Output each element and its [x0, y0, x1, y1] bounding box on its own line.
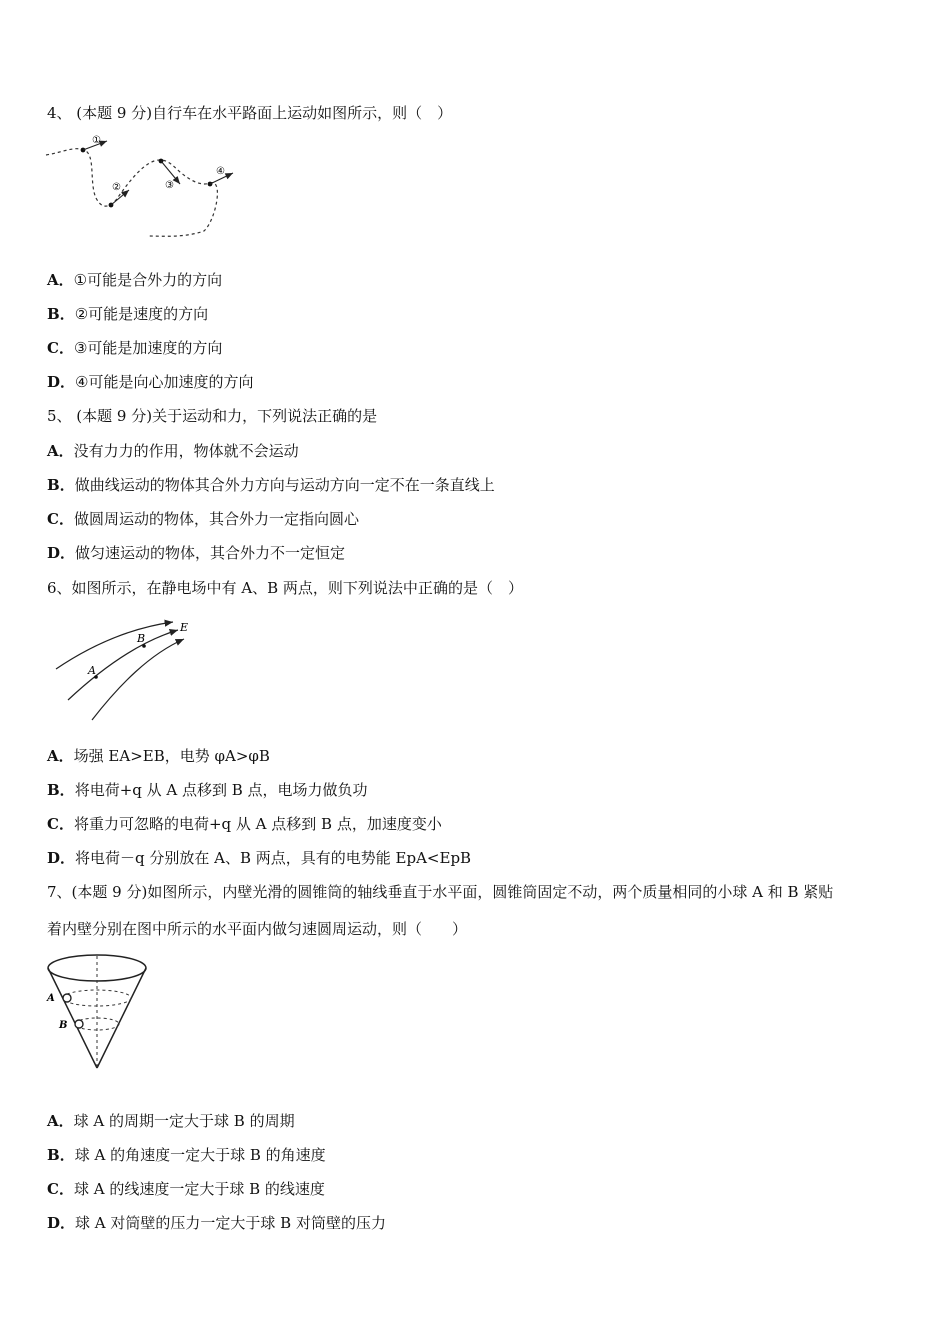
q4-option-c[interactable]: C．③可能是加速度的方向: [47, 339, 223, 357]
q5-option-b[interactable]: B．做曲线运动的物体其合外力方向与运动方向一定不在一条直线上: [47, 476, 495, 494]
q6-stem: 6、如图所示，在静电场中有 A、B 两点，则下列说法中正确的是（ ）: [47, 579, 523, 597]
q7-cone-figure: [46, 952, 156, 1072]
point-b-label: B: [137, 632, 146, 645]
field-e-label: E: [180, 621, 189, 634]
q5-option-a[interactable]: A．没有力力的作用，物体就不会运动: [47, 442, 299, 460]
label-3: ③: [165, 180, 174, 191]
ball-a-label: A: [47, 993, 55, 1004]
q7-stem-line-2: 着内壁分别在图中所示的水平面内做匀速圆周运动，则（ ）: [47, 920, 468, 938]
q6-option-c[interactable]: C．将重力可忽略的电荷+q 从 A 点移到 B 点，加速度变小: [47, 815, 442, 833]
label-4: ④: [216, 166, 225, 177]
q6-option-a[interactable]: A．场强 EA>EB，电势 φA>φB: [47, 747, 270, 765]
q5-option-c[interactable]: C．做圆周运动的物体，其合外力一定指向圆心: [47, 510, 359, 528]
q6-option-b[interactable]: B．将电荷+q 从 A 点移到 B 点，电场力做负功: [47, 781, 368, 799]
q7-option-d[interactable]: D．球 A 对筒壁的压力一定大于球 B 对筒壁的压力: [47, 1214, 386, 1232]
q7-option-b[interactable]: B．球 A 的角速度一定大于球 B 的角速度: [47, 1146, 326, 1164]
q6-electric-field-figure: [50, 614, 200, 724]
ball-b-label: B: [59, 1020, 68, 1031]
q4-stem: 4、 (本题 9 分)自行车在水平路面上运动如图所示，则（ ）: [47, 104, 453, 122]
q6-option-d[interactable]: D．将电荷－q 分别放在 A、B 两点，具有的电势能 EpA<EpB: [47, 849, 472, 867]
point-a-label: A: [88, 664, 96, 677]
q4-bicycle-path-figure: [44, 128, 249, 243]
label-2: ②: [112, 182, 121, 193]
field-line-2: [68, 630, 178, 700]
field-line-3: [92, 639, 184, 720]
q4-option-a[interactable]: A．①可能是合外力的方向: [47, 271, 223, 289]
label-1: ①: [92, 135, 101, 146]
q5-stem: 5、 (本题 9 分)关于运动和力，下列说法正确的是: [47, 407, 378, 425]
q7-stem-line-1: 7、(本题 9 分)如图所示，内壁光滑的圆锥筒的轴线垂直于水平面，圆锥筒固定不动，两个质量相同的小球 A 和 B 紧贴: [47, 883, 834, 901]
q4-option-b[interactable]: B．②可能是速度的方向: [47, 305, 209, 323]
q4-option-d[interactable]: D．④可能是向心加速度的方向: [47, 373, 254, 391]
bicycle-path-dashed: [46, 149, 217, 237]
q7-option-c[interactable]: C．球 A 的线速度一定大于球 B 的线速度: [47, 1180, 325, 1198]
q5-option-d[interactable]: D．做匀速运动的物体，其合外力不一定恒定: [47, 544, 346, 562]
q7-option-a[interactable]: A．球 A 的周期一定大于球 B 的周期: [47, 1112, 295, 1130]
